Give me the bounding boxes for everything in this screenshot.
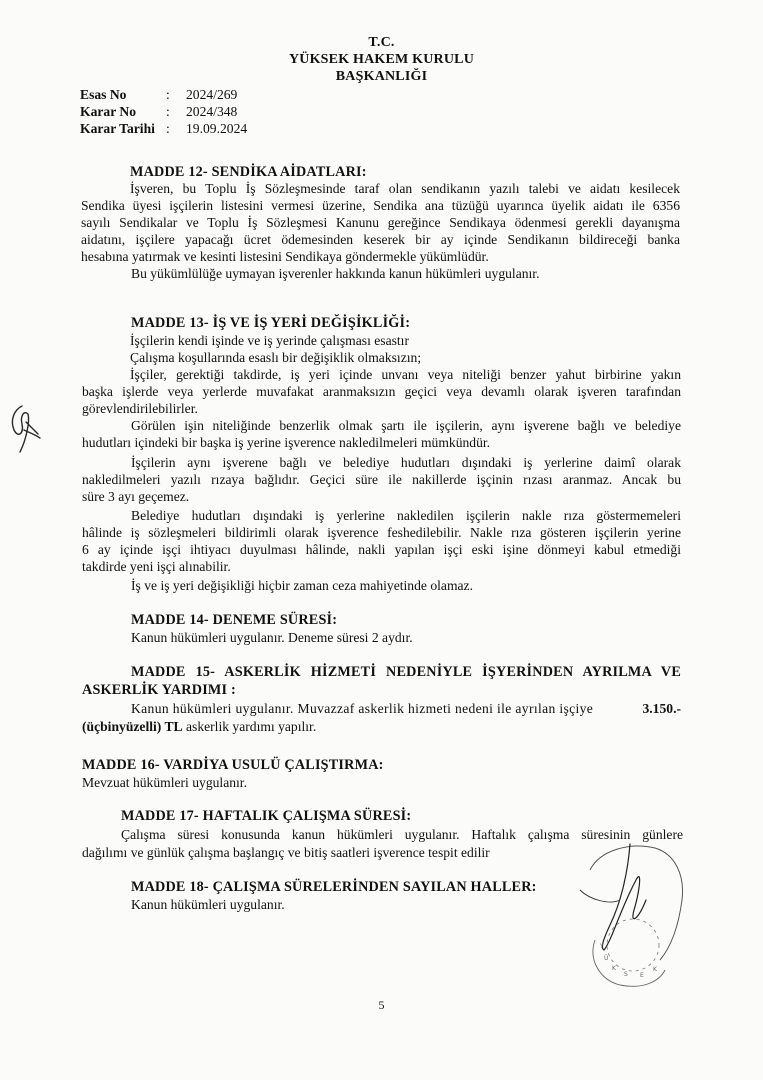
meta-tarih-value: 19.09.2024 — [186, 121, 248, 136]
madde-12-line: İşveren, bu Toplu İş Sözleşmesinde taraf olan sendikanın yazılı talebi ve aidatı kesilecek — [130, 181, 680, 196]
madde-12-line: sayılı Sendikalar ve Toplu İş Sözleşmesi Kanunu gereğince Sendikaya ödenmesi gerekli dayanışma — [81, 215, 680, 230]
meta-karar-label: Karar No — [80, 104, 137, 119]
madde-15-heading: MADDE 15- ASKERLİK HİZMETİ NEDENİYLE İŞYERİNDEN AYRILMA VE — [131, 664, 681, 680]
svg-text:K: K — [653, 966, 657, 973]
header-presidency: BAŞKANLIĞI — [335, 69, 428, 84]
madde-13-line: İşçilerin aynı işverene bağlı ve belediye hudutları dışındaki iş yerlerine daimî olarak — [131, 455, 681, 470]
madde-17-line: Çalışma süresi konusunda kanun hükümleri uygulanır. Haftalık çalışma süresinin günlere — [121, 827, 683, 842]
madde-14-line: Kanun hükümleri uygulanır. Deneme süresi 2 aydır. — [131, 630, 413, 645]
madde-18-heading: MADDE 18- ÇALIŞMA SÜRELERİNDEN SAYILAN HALLER: — [131, 879, 537, 895]
meta-karar-row — [80, 104, 237, 120]
madde-15-heading-cont: ASKERLİK YARDIMI : — [82, 682, 236, 698]
header-tc: T.C. — [368, 35, 395, 50]
madde-16-line: Mevzuat hükümleri uygulanır. — [82, 775, 247, 790]
svg-text:Ü: Ü — [604, 955, 609, 962]
header-institution: YÜKSEK HAKEM KURULU — [288, 52, 475, 67]
madde-12-line: Sendika üyesi işçilerin listesini vermesi üzerine, Sendika ana tüzüğü uyarınca üyelik aidatı ile 6356 — [81, 198, 680, 213]
madde-13-line: görevlendirilebilirler. — [82, 401, 198, 416]
madde-13-line: Görülen işin niteliğinde benzerlik olmak şartı ile işçilerin, aynı işverene bağlı ve belediye — [131, 418, 681, 433]
official-stamp-icon — [560, 830, 700, 1005]
madde-13-line: süre 3 ayı geçemez. — [82, 489, 190, 504]
madde-18-line: Kanun hükümleri uygulanır. — [131, 897, 285, 912]
madde-15-line — [131, 701, 681, 717]
meta-colon: : — [166, 104, 170, 119]
madde-13-line: hâlinde iş sözleşmeleri bildirimli olarak işverence feshedilebilir. Nakle rıza gösteren işçilerin yerine — [82, 525, 681, 540]
madde-13-line: başka işlerde veya yerlerde muvafakat aranmaksızın geçici veya devamlı olarak işveren tarafından — [82, 384, 681, 399]
meta-colon: : — [166, 87, 170, 102]
svg-text:E: E — [640, 972, 644, 979]
madde-12-line: aidatını, işçilere yapacağı ücret ödemesinden keserek bir ay içinde Sendikanın bildireceği banka — [81, 232, 680, 247]
madde-13-line: nakledilmeleri yazılı rızaya bağlıdır. Geçici süre ile nakillerde işçinin rızası aranmaz. Ancak bu — [82, 472, 681, 487]
madde-13-line: takdirde yeni işçi alınabilir. — [82, 559, 231, 574]
madde-13-line: Çalışma koşullarında esaslı bir değişiklik olmaksızın; — [130, 350, 422, 365]
initials-signature-icon — [0, 400, 50, 460]
meta-esas-label: Esas No — [80, 87, 127, 102]
meta-tarih-label: Karar Tarihi — [80, 121, 155, 136]
madde-13-line: Belediye hudutları dışındaki iş yerlerine nakledilen işçilerin nakle rıza göstermemeleri — [131, 508, 681, 523]
madde-15-text: askerlik yardımı yapılır. — [182, 719, 317, 734]
meta-esas-value: 2024/269 — [186, 87, 238, 102]
madde-13-line: 6 ay içinde işçi ihtiyacı duyulması hâlinde, nakli yapılan işçi eski işine dönmeyi kabul etmediği — [82, 542, 681, 557]
meta-esas-row — [80, 87, 237, 103]
madde-15-text: Kanun hükümleri uygulanır. Muvazzaf askerlik hizmeti nedeni ile ayrılan işçiye — [131, 701, 594, 716]
madde-13-line: İşçiler, gerektiği takdirde, iş yeri içinde unvanı veya niteliği benzer yahut birbirine yakın — [130, 367, 681, 382]
madde-12-heading: MADDE 12- SENDİKA AİDATLARI: — [130, 164, 367, 180]
madde-17-line: dağılımı ve günlük çalışma başlangıç ve bitiş saatleri işverence tespit edilir — [82, 845, 490, 860]
madde-13-line: hudutları içindeki bir başka iş yerine işverence nakledilmeleri mümkündür. — [82, 435, 491, 450]
meta-colon: : — [166, 121, 170, 136]
meta-karar-value: 2024/348 — [186, 104, 238, 119]
madde-12-line: Bu yükümlülüğe uymayan işverenler hakkında kanun hükümleri uygulanır. — [131, 266, 540, 281]
madde-13-line: İşçilerin kendi işinde ve iş yerinde çalışması esastır — [130, 333, 409, 348]
madde-15-amount: 3.150.- — [642, 701, 681, 716]
madde-14-heading: MADDE 14- DENEME SÜRESİ: — [131, 612, 338, 628]
svg-text:Y: Y — [600, 943, 604, 950]
svg-text:S: S — [624, 971, 628, 978]
svg-text:K: K — [612, 965, 616, 972]
madde-15-line — [82, 719, 316, 735]
madde-15-amount-words: (üçbinyüzelli) TL — [82, 719, 183, 734]
page-number: 5 — [378, 998, 385, 1012]
madde-17-heading: MADDE 17- HAFTALIK ÇALIŞMA SÜRESİ: — [121, 808, 412, 824]
madde-12-line: hesabına yatırmak ve kesinti listesini Sendikaya göndermekle yükümlüdür. — [81, 249, 489, 264]
madde-13-heading: MADDE 13- İŞ VE İŞ YERİ DEĞİŞİKLİĞİ: — [131, 315, 411, 331]
madde-13-line: İş ve iş yeri değişikliği hiçbir zaman ceza mahiyetinde olamaz. — [131, 578, 473, 593]
meta-tarih-row — [80, 121, 247, 137]
madde-16-heading: MADDE 16- VARDİYA USULÜ ÇALIŞTIRMA: — [82, 757, 384, 773]
